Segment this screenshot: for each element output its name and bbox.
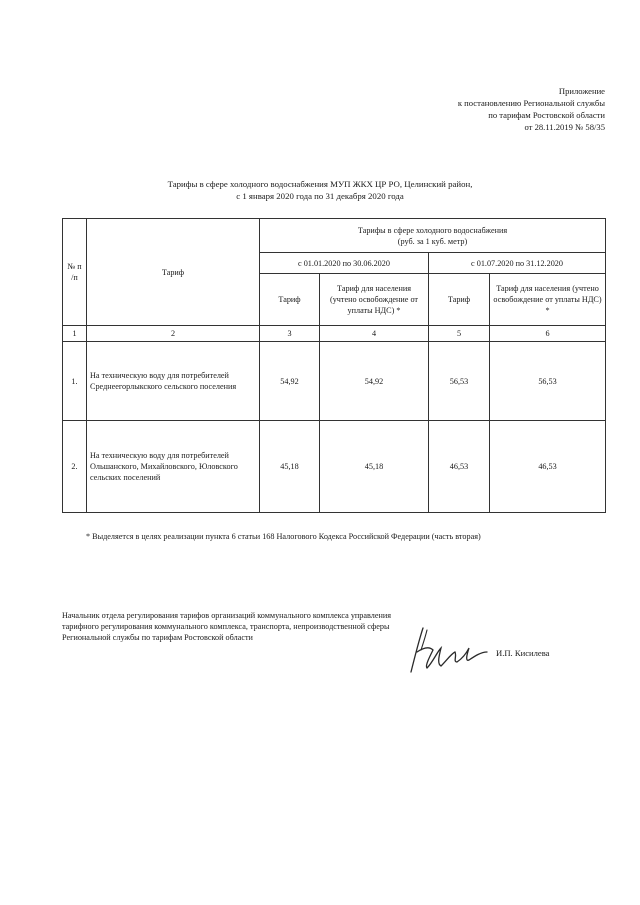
signatory-title-line: Начальник отдела регулирования тарифов организаций коммунального комплекса управления [62,611,392,620]
header-col-population-1: Тариф для населения (учтено освобождение от уплаты НДС) * [320,274,429,326]
column-number: 3 [260,326,320,342]
row-tariff-1: 45,18 [260,421,320,513]
row-name: На техническую воду для потребителей Среднеегорлыкского сельского поселения [87,342,260,421]
row-tariff-2: 56,53 [429,342,490,421]
header-col-population-2: Тариф для населения (учтено освобождение от уплаты НДС) * [490,274,606,326]
table-row [63,421,606,513]
row-num: 1. [63,342,87,421]
appendix-line: от 28.11.2019 № 58/35 [524,122,605,132]
column-number: 1 [63,326,87,342]
title-line: Тарифы в сфере холодного водоснабжения МУП ЖКХ ЦР РО, Целинский район, [167,179,473,189]
row-num: 2. [63,421,87,513]
appendix-line: Приложение [558,86,605,96]
document-title [0,178,640,202]
row-name: На техническую воду для потребителей Ольшанского, Михайловского, Юловского сельских поселений [87,421,260,513]
table-row [63,342,606,421]
column-number-row [63,326,606,342]
row-population-1: 54,92 [320,342,429,421]
handwritten-signature [405,622,490,677]
appendix-line: к постановлению Региональной службы [457,98,605,108]
column-number: 2 [87,326,260,342]
column-number: 4 [320,326,429,342]
column-number: 6 [490,326,606,342]
header-group [260,219,606,253]
row-population-2: 56,53 [490,342,606,421]
appendix-header [458,85,605,133]
header-group-title: Тарифы в сфере холодного водоснабжения [357,225,508,235]
column-number: 5 [429,326,490,342]
footnote: * Выделяется в целях реализации пункта 6 статьи 168 Налогового Кодекса Российской Федерации (часть вторая) [86,532,481,541]
header-period-2: с 01.07.2020 по 31.12.2020 [429,253,606,274]
signer-name: И.П. Кисилева [496,648,550,658]
row-tariff-2: 46,53 [429,421,490,513]
signatory-title-line: Региональной службы по тарифам Ростовской области [62,633,253,642]
signature-block [62,610,391,643]
tariff-table [62,218,606,513]
header-num: № п /п [63,219,87,326]
header-col-tariff-1: Тариф [260,274,320,326]
row-tariff-1: 54,92 [260,342,320,421]
header-group-unit: (руб. за 1 куб. метр) [397,236,468,246]
title-line: с 1 января 2020 года по 31 декабря 2020 года [236,191,404,201]
signatory-title-line: тарифного регулирования коммунального комплекса, транспорта, непроизводственной сферы [62,622,390,631]
header-tariff: Тариф [87,219,260,326]
appendix-line: по тарифам Ростовской области [488,110,605,120]
row-population-2: 46,53 [490,421,606,513]
header-col-tariff-2: Тариф [429,274,490,326]
header-period-1: с 01.01.2020 по 30.06.2020 [260,253,429,274]
row-population-1: 45,18 [320,421,429,513]
